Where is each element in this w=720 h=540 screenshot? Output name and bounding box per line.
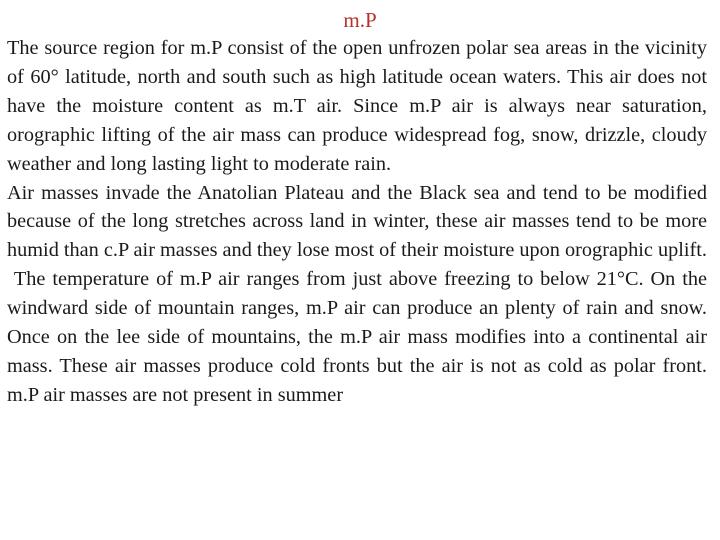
paragraph-source-region: The source region for m.P consist of the open unfrozen polar sea areas in the vicinity of 60° latitude, north and south such as high latitude ocean waters. This air does not have the moisture content as m.T air. Since m.P air is always near saturation, orographic lifting of the air mass can produce widespread fog, snow, drizzle, cloudy weather and long lasting light to moderate rain. [7, 37, 707, 175]
slide-body [7, 34, 707, 410]
paragraph-temperature: The temperature of m.P air ranges from just above freezing to below 21°C. On the windward side of mountain ranges, m.P air can produce an plenty of rain and snow. Once on the lee side of mountains, the m.P air mass modifies into a continental air mass. These air masses produce cold fronts but the air is not as cold as polar front. m.P air masses are not present in summer [7, 268, 707, 406]
paragraph-air-mass-invasion: Air masses invade the Anatolian Plateau and the Black sea and tend to be modified because of the long stretches across land in winter, these air masses tend to be more humid than c.P air masses and they lose most of their moisture upon orographic uplift. [7, 181, 707, 262]
slide-title: m.P [343, 8, 377, 32]
